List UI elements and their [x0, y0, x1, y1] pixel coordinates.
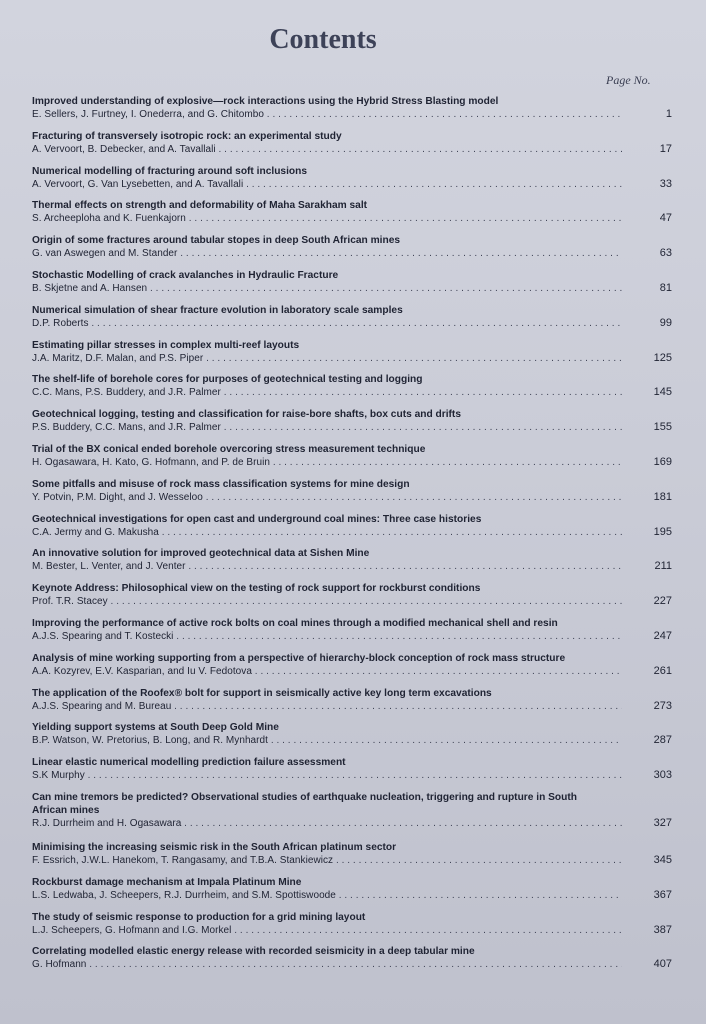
- entry-title: Analysis of mine working supporting from a perspective of hierarchy-block conception of rock mass structure: [32, 651, 566, 664]
- entry-page-number: 99: [659, 316, 672, 329]
- entry-authors: C.A. Jermy and G. Makusha . . .: [32, 526, 622, 539]
- entry-title: Trial of the BX conical ended borehole overcoring stress measurement technique: [32, 442, 426, 455]
- entry-authors: A. Vervoort, G. Van Lysebetten, and A. Tavallali . . .: [32, 178, 622, 191]
- entry-authors: Y. Potvin, P.M. Dight, and J. Wesseloo . . .: [32, 491, 622, 504]
- entry-page-number: 195: [653, 525, 672, 538]
- entry-authors: F. Essrich, J.W.L. Hanekom, T. Rangasamy, and T.B.A. Stankiewicz . . .: [32, 854, 622, 867]
- contents-entry: [32, 652, 682, 687]
- entry-page-number: 287: [653, 734, 672, 747]
- contents-entry: [32, 617, 682, 652]
- entry-page-number: 33: [659, 177, 672, 190]
- contents-entry: [32, 547, 682, 582]
- entry-page-number: 169: [653, 455, 672, 468]
- entry-page-number: 211: [654, 560, 672, 573]
- entry-title: Improved understanding of explosive—rock interactions using the Hybrid Stress Blasting model: [32, 95, 499, 107]
- entry-authors: Prof. T.R. Stacey . . .: [32, 595, 622, 608]
- entry-authors: B.P. Watson, W. Pretorius, B. Long, and R. Mynhardt . . .: [32, 734, 622, 747]
- entry-authors: D.P. Roberts . . .: [32, 317, 622, 330]
- entry-authors: S.K Murphy . . .: [32, 769, 622, 782]
- entry-title: Can mine tremors be predicted? Observational studies of earthquake nucleation, triggering and rupture in South African mines: [32, 790, 577, 816]
- entry-title: Keynote Address: Philosophical view on the testing of rock support for rockburst conditions: [32, 582, 481, 595]
- entry-page-number: 81: [659, 281, 672, 294]
- entry-page-number: 17: [659, 142, 672, 155]
- entry-page-number: 367: [653, 888, 672, 901]
- entry-authors: E. Sellers, J. Furtney, I. Onederra, and G. Chitombo . . .: [32, 108, 622, 121]
- contents-entry: [32, 199, 682, 234]
- entry-title: Geotechnical logging, testing and classification for raise-bore shafts, box cuts and drifts: [32, 408, 461, 421]
- entry-title: The application of the Roofex® bolt for support in seismically active key long term excavations: [32, 686, 492, 699]
- entry-authors: M. Bester, L. Venter, and J. Venter . . .: [32, 560, 622, 573]
- entry-page-number: 387: [653, 923, 672, 936]
- entry-authors: L.S. Ledwaba, J. Scheepers, R.J. Durrheim, and S.M. Spottiswoode . . .: [32, 889, 622, 902]
- entry-title: Improving the performance of active rock bolts on coal mines through a modified mechanical shell and resin: [32, 616, 558, 629]
- contents-entry: [32, 721, 682, 756]
- entry-authors: G. Hofmann . . .: [32, 958, 622, 971]
- entry-page-number: 181: [653, 490, 672, 503]
- entry-title: Rockburst damage mechanism at Impala Platinum Mine: [32, 875, 302, 888]
- entry-authors: A.A. Kozyrev, E.V. Kasparian, and Iu V. Fedotova . . .: [32, 665, 622, 678]
- entry-page-number: 327: [653, 816, 672, 829]
- entry-page-number: 63: [659, 247, 672, 260]
- entry-page-number: 145: [653, 386, 672, 399]
- contents-entry: [32, 513, 682, 548]
- contents-entry: [32, 373, 682, 408]
- entry-page-number: 47: [659, 212, 672, 225]
- contents-list: [32, 95, 682, 980]
- contents-entry: [32, 582, 682, 617]
- entry-authors: G. van Aswegen and M. Stander . . .: [32, 247, 622, 260]
- page-no-header: Page No.: [606, 73, 651, 87]
- entry-authors: H. Ogasawara, H. Kato, G. Hofmann, and P. de Bruin . . .: [32, 456, 622, 469]
- entry-authors: B. Skjetne and A. Hansen . . .: [32, 282, 622, 295]
- entry-authors: R.J. Durrheim and H. Ogasawara . . .: [32, 817, 622, 830]
- contents-entry: [32, 234, 682, 269]
- entry-page-number: 303: [653, 769, 672, 782]
- entry-page-number: 1: [665, 108, 672, 120]
- contents-entry: [32, 756, 682, 791]
- entry-page-number: 273: [653, 699, 672, 712]
- entry-title: Minimising the increasing seismic risk in the South African platinum sector: [32, 840, 397, 853]
- entry-authors: L.J. Scheepers, G. Hofmann and I.G. Morkel . . .: [32, 924, 622, 937]
- entry-title: Numerical modelling of fracturing around soft inclusions: [32, 164, 308, 177]
- entry-title: Geotechnical investigations for open cast and underground coal mines: Three case histories: [32, 512, 482, 525]
- entry-authors: A.J.S. Spearing and M. Bureau . . .: [32, 700, 622, 713]
- entry-authors: J.A. Maritz, D.F. Malan, and P.S. Piper . . .: [32, 352, 622, 365]
- entry-title: Linear elastic numerical modelling prediction failure assessment: [32, 756, 346, 769]
- entry-title: Yielding support systems at South Deep Gold Mine: [32, 721, 279, 734]
- entry-page-number: 247: [653, 629, 672, 642]
- entry-title: An innovative solution for improved geotechnical data at Sishen Mine: [32, 547, 370, 560]
- entry-page-number: 407: [653, 958, 672, 971]
- contents-entry: [32, 945, 682, 980]
- entry-title: Estimating pillar stresses in complex multi-reef layouts: [32, 338, 300, 351]
- entry-authors: S. Archeeploha and K. Fuenkajorn . . .: [32, 212, 622, 225]
- entry-authors: C.C. Mans, P.S. Buddery, and J.R. Palmer . . .: [32, 386, 622, 399]
- contents-entry: [32, 841, 682, 876]
- contents-entry: [32, 687, 682, 722]
- entry-title: Correlating modelled elastic energy release with recorded seismicity in a deep tabular mine: [32, 945, 475, 958]
- entry-page-number: 125: [653, 351, 672, 364]
- entry-title: Some pitfalls and misuse of rock mass classification systems for mine design: [32, 477, 410, 490]
- entry-title: Fracturing of transversely isotropic rock: an experimental study: [32, 129, 342, 142]
- page-title: Contents: [269, 24, 377, 55]
- contents-entry: [32, 304, 682, 339]
- contents-entry: [32, 876, 682, 911]
- entry-title: The study of seismic response to production for a grid mining layout: [32, 910, 366, 923]
- contents-entry: [32, 339, 682, 374]
- contents-entry: [32, 269, 682, 304]
- entry-authors: A. Vervoort, B. Debecker, and A. Tavallali . . .: [32, 143, 622, 156]
- entry-title: Thermal effects on strength and deformability of Maha Sarakham salt: [32, 199, 368, 212]
- entry-authors: A.J.S. Spearing and T. Kostecki . . .: [32, 630, 622, 643]
- entry-authors: P.S. Buddery, C.C. Mans, and J.R. Palmer . . .: [32, 421, 622, 434]
- entry-title: Numerical simulation of shear fracture evolution in laboratory scale samples: [32, 303, 403, 316]
- entry-page-number: 261: [653, 664, 672, 677]
- entry-title: Stochastic Modelling of crack avalanches in Hydraulic Fracture: [32, 268, 339, 281]
- entry-page-number: 155: [653, 421, 672, 434]
- contents-entry: [32, 165, 682, 200]
- contents-entry: [32, 791, 682, 841]
- contents-entry: [32, 408, 682, 443]
- contents-entry: [32, 130, 682, 165]
- contents-entry: [32, 95, 682, 130]
- contents-entry: [32, 478, 682, 513]
- entry-title: Origin of some fractures around tabular stopes in deep South African mines: [32, 234, 401, 247]
- entry-title: The shelf-life of borehole cores for purposes of geotechnical testing and logging: [32, 373, 423, 386]
- entry-page-number: 345: [653, 853, 672, 866]
- contents-entry: [32, 443, 682, 478]
- contents-entry: [32, 911, 682, 946]
- entry-page-number: 227: [653, 595, 672, 608]
